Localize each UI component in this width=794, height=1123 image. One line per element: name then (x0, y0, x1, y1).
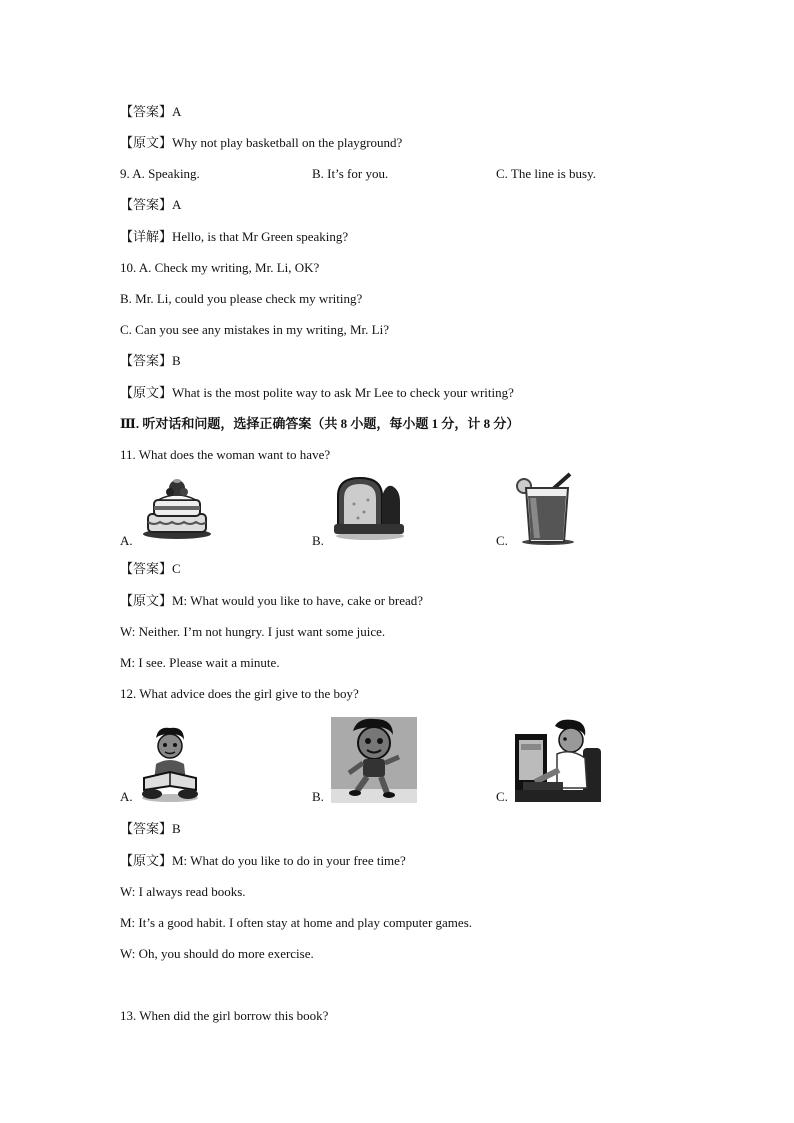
boy-reading-image (138, 724, 202, 802)
transcript-10: 【原文】What is the most polite way to ask Mr Lee to check your writing? (120, 385, 514, 400)
transcript-12-line-2: W: I always read books. (120, 884, 246, 899)
q11-option-a-label: A. (120, 533, 133, 548)
cake-image (140, 476, 214, 540)
section-3-heading: Ⅲ. 听对话和问题，选择正确答案（共 8 小题，每小题 1 分，计 8 分） (120, 416, 520, 431)
q12-option-c-label: C. (496, 789, 508, 804)
q10-option-c: C. Can you see any mistakes in my writing, Mr. Li? (120, 322, 389, 337)
question-11: 11. What does the woman want to have? (120, 447, 331, 462)
q9-option-b: B. It’s for you. (312, 166, 389, 181)
transcript-8: 【原文】Why not play basketball on the playground? (120, 135, 403, 150)
q10-option-b: B. Mr. Li, could you please check my writing? (120, 291, 363, 306)
q11-option-c-label: C. (496, 533, 508, 548)
answer-8: 【答案】A (120, 104, 182, 119)
transcript-12-line-4: W: Oh, you should do more exercise. (120, 946, 314, 961)
question-13: 13. When did the girl borrow this book? (120, 1008, 329, 1023)
q12-option-b-label: B. (312, 789, 324, 804)
transcript-12-line-3: M: It’s a good habit. I often stay at home and play computer games. (120, 915, 472, 930)
answer-10: 【答案】B (120, 353, 181, 368)
bread-image (330, 474, 406, 542)
q9-option-a: 9. A. Speaking. (120, 166, 200, 181)
answer-9: 【答案】A (120, 197, 182, 212)
transcript-11-line-3: M: I see. Please wait a minute. (120, 655, 280, 670)
transcript-11-line-2: W: Neither. I’m not hungry. I just want some juice. (120, 624, 386, 639)
boy-running-image (331, 717, 417, 803)
transcript-11-line-1: 【原文】M: What would you like to have, cake or bread? (120, 593, 424, 608)
answer-11: 【答案】C (120, 561, 181, 576)
q12-option-a-label: A. (120, 789, 133, 804)
juice-image (514, 472, 580, 546)
transcript-12-line-1: 【原文】M: What do you like to do in your free time? (120, 853, 406, 868)
boy-computer-image (515, 718, 601, 802)
q10-option-a: 10. A. Check my writing, Mr. Li, OK? (120, 260, 320, 275)
answer-12: 【答案】B (120, 821, 181, 836)
question-12: 12. What advice does the girl give to the boy? (120, 686, 359, 701)
explanation-9: 【详解】Hello, is that Mr Green speaking? (120, 229, 349, 244)
q9-option-c: C. The line is busy. (496, 166, 597, 181)
q11-option-b-label: B. (312, 533, 324, 548)
